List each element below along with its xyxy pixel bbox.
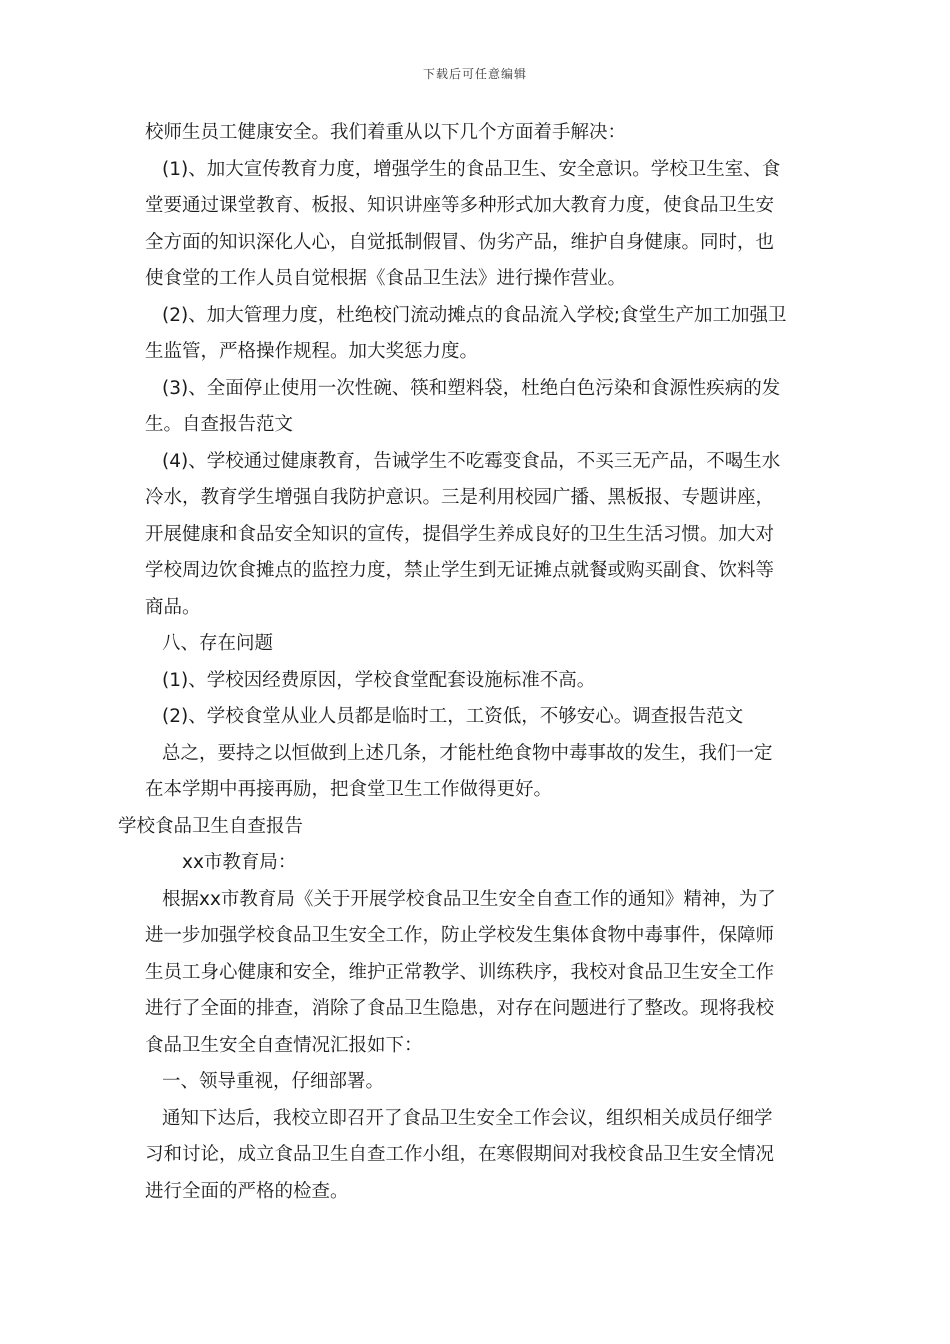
- text-line: 根据xx市教育局《关于开展学校食品卫生安全自查工作的通知》精神，为了: [162, 888, 776, 910]
- page-header: 下载后可任意编辑: [422, 67, 527, 81]
- text-line: 食品卫生安全自查情况汇报如下：: [145, 1034, 423, 1056]
- text-line: (2)、加大管理力度，杜绝校门流动摊点的食品流入学校;食堂生产加工加强卫: [162, 304, 787, 326]
- text-line: 进行了全面的排查，消除了食品卫生隐患，对存在问题进行了整改。现将我校: [145, 998, 775, 1019]
- text-line: 在本学期中再接再励，把食堂卫生工作做得更好。: [145, 779, 553, 800]
- text-line: 生监管，严格操作规程。加大奖惩力度。: [145, 341, 479, 362]
- text-line: (4)、学校通过健康教育，告诫学生不吃霉变食品，不买三无产品，不喝生水: [162, 450, 781, 472]
- text-line: 生员工身心健康和安全，维护正常教学、训练秩序，我校对食品卫生安全工作: [145, 961, 775, 983]
- text-line: 学校食品卫生自查报告: [118, 815, 304, 837]
- text-line: (1)、学校因经费原因，学校食堂配套设施标准不高。: [162, 669, 596, 691]
- text-line: 总之，要持之以恒做到上述几条，才能杜绝食物中毒事故的发生，我们一定: [162, 742, 773, 764]
- text-line: (2)、学校食堂从业人员都是临时工，工资低，不够安心。调查报告范文: [162, 706, 744, 727]
- text-line: 通知下达后，我校立即召开了食品卫生安全工作会议，组织相关成员仔细学: [162, 1107, 773, 1129]
- text-line: 商品。: [145, 596, 201, 618]
- text-line: 习和讨论，成立食品卫生自查工作小组，在寒假期间对我校食品卫生安全情况: [145, 1144, 775, 1165]
- text-line: 冷水，教育学生增强自我防护意识。三是利用校园广播、黑板报、专题讲座，: [145, 487, 775, 508]
- text-line: 学校周边饮食摊点的监控力度，禁止学生到无证摊点就餐或购买副食、饮料等: [145, 560, 775, 581]
- text-line: (3)、全面停止使用一次性碗、筷和塑料袋，杜绝白色污染和食源性疾病的发: [162, 377, 781, 399]
- text-line: (1)、加大宣传教育力度，增强学生的食品卫生、安全意识。学校卫生室、食: [162, 158, 781, 180]
- text-line: 一、领导重视，仔细部署。: [162, 1071, 385, 1092]
- text-line: 使食堂的工作人员自觉根据《食品卫生法》进行操作营业。: [145, 268, 627, 289]
- text-line: 进一步加强学校食品卫生安全工作，防止学校发生集体食物中毒事件，保障师: [145, 925, 775, 946]
- text-line: 堂要通过课堂教育、板报、知识讲座等多种形式加大教育力度，使食品卫生安: [145, 195, 775, 216]
- text-line: 开展健康和食品安全知识的宣传，提倡学生养成良好的卫生生活习惯。加大对: [145, 523, 775, 545]
- text-line: xx市教育局：: [182, 852, 297, 873]
- text-line: 生。自查报告范文: [145, 414, 294, 435]
- text-line: 全方面的知识深化人心，自觉抵制假冒、伪劣产品，维护自身健康。同时，也: [145, 231, 775, 253]
- text-line: 校师生员工健康安全。我们着重从以下几个方面着手解决：: [145, 122, 627, 143]
- text-line: 进行全面的严格的检查。: [145, 1180, 349, 1202]
- text-line: 八、存在问题: [162, 633, 274, 654]
